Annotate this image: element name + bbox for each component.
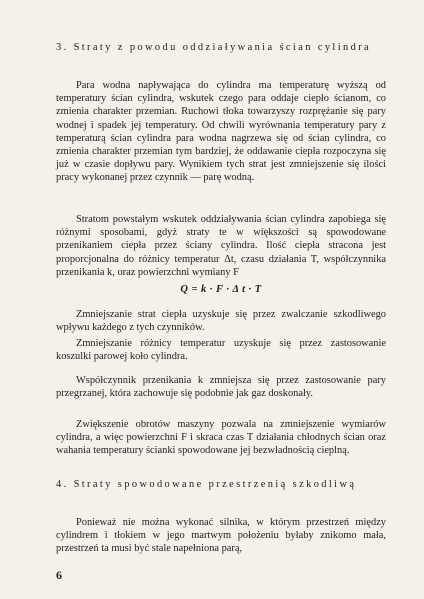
section-3-paragraph-3: Zmniejszanie strat ciepła uzyskuje się przez zwalczanie szkodliwego wpływu każdego z tych czynników. [56, 309, 386, 334]
section-3-paragraph-6: Zwiększenie obrotów maszyny pozwala na zmniejszenie wymiarów cylindra, a więc powierzchni F i skraca czas T działania chłodnych ścian oraz wahania temperatury ścianki spowodowane jej bezwładnością cieplną. [56, 419, 386, 457]
section-4-heading: 4. Straty spowodowane przestrzenią szkodliwą [56, 479, 357, 490]
section-3-paragraph-5: Współczynnik przenikania k zmniejsza się przez zastosowanie pary przegrzanej, która zachowuje się podobnie jak gaz doskonały. [56, 375, 386, 400]
section-3-paragraph-1: Para wodna napływająca do cylindra ma temperaturę wyższą od temperatury ścian cylindra, wskutek czego para oddaje ciepło ścianom, co zmienia charakter przemian. Ruchowi tłoka towarzyszy rozprężanie się pary wodnej i spadek jej temperatury. Od chwili wyrównania temperatury pary z temperaturą ścian cylindra para wodna nagrzewa się od ścian cylindra, co zmienia charakter przemian tym bardziej, że oddawanie ciepła rozpoczyna się już w czasie dopływu pary. Wynikiem tych strat jest zmniejszenie się ilości pracy wykonanej przez czynnik — parę wodną. [56, 80, 386, 184]
page-number: 6 [56, 568, 62, 582]
section-3-paragraph-4: Zmniejszanie różnicy temperatur uzyskuje się przez zastosowanie koszulki parowej koło cylindra. [56, 338, 386, 363]
section-3-paragraph-2: Stratom powstałym wskutek oddziaływania ścian cylindra zapobiega się różnymi sposobami, gdyż straty te w większości są spowodowane przenikaniem ciepła przez ściany cylindra. Ilość ciepła stracona jest proporcjonalna do różnicy temperatur Δt, czasu działania T, współczynnika przenikania k, oraz powierzchni wymiany F [56, 214, 386, 278]
section-3-heading: 3. Straty z powodu oddziaływania ścian cylindra [56, 42, 372, 53]
section-4-paragraph-1: Ponieważ nie można wykonać silnika, w którym przestrzeń między cylindrem i tłokiem w jego martwym położeniu byłaby znikomo mała, przestrzeń ta musi być stale napełniona parą, [56, 517, 386, 555]
heat-loss-formula: Q = k · F · Δ t · T [180, 284, 262, 295]
